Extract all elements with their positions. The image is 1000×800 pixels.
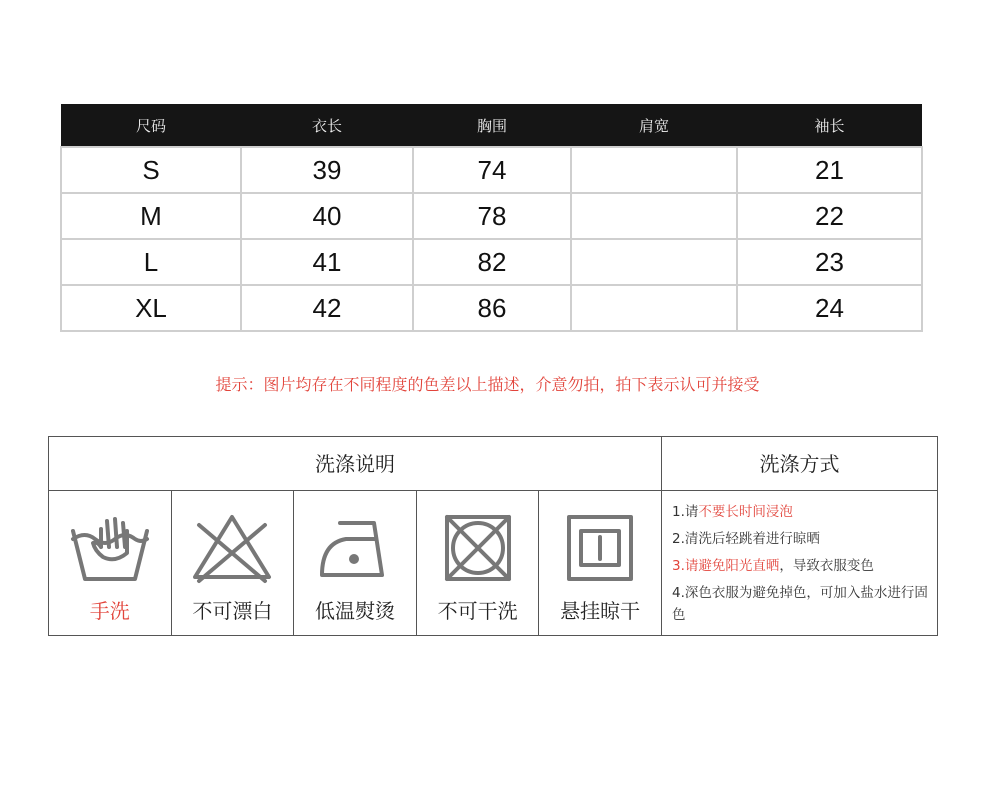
header-shoulder: 肩宽	[571, 104, 737, 147]
cell-shoulder	[571, 285, 737, 331]
hang-dry-icon	[555, 507, 645, 587]
cell-shoulder	[571, 147, 737, 193]
cell-sleeve: 21	[737, 147, 922, 193]
hand-wash-icon	[65, 507, 155, 587]
cell-size: S	[61, 147, 241, 193]
instruction-4: 4.深色衣服为避免掉色，可加入盐水进行固色	[672, 585, 928, 623]
no-bleach-icon	[187, 507, 277, 587]
table-row	[61, 239, 922, 285]
washing-instructions	[662, 491, 937, 635]
cell-size: M	[61, 193, 241, 239]
symbol-label: 不可漂白	[192, 599, 273, 623]
care-symbols	[49, 491, 662, 635]
table-row	[61, 285, 922, 331]
cell-size: L	[61, 239, 241, 285]
no-dry-clean-icon	[433, 507, 523, 587]
symbol-label: 不可干洗	[437, 599, 518, 623]
care-right-title: 洗涤方式	[662, 437, 937, 491]
table-row	[61, 147, 922, 193]
header-chest: 胸围	[413, 104, 571, 147]
symbol-label: 低温熨烫	[314, 599, 395, 623]
instruction-1: 1.请不要长时间浸泡	[672, 504, 793, 520]
low-iron-icon	[310, 507, 400, 587]
cell-sleeve: 23	[737, 239, 922, 285]
header-size: 尺码	[61, 104, 241, 147]
size-table	[60, 104, 923, 332]
symbol-label: 手洗	[89, 599, 130, 623]
cell-shoulder	[571, 239, 737, 285]
cell-shoulder	[571, 193, 737, 239]
cell-length: 41	[241, 239, 413, 285]
care-left-title: 洗涤说明	[49, 437, 662, 491]
header-sleeve: 袖长	[737, 104, 922, 147]
symbol-low-iron	[294, 491, 417, 635]
size-table-header	[61, 104, 922, 147]
symbol-hand-wash	[49, 491, 172, 635]
care-instructions-box	[48, 436, 938, 636]
symbol-hang-dry	[539, 491, 661, 635]
symbol-no-bleach	[172, 491, 295, 635]
cell-chest: 82	[413, 239, 571, 285]
instruction-3: 3.请避免阳光直晒，导致衣服变色	[672, 558, 874, 574]
cell-length: 40	[241, 193, 413, 239]
cell-length: 42	[241, 285, 413, 331]
cell-sleeve: 24	[737, 285, 922, 331]
header-length: 衣长	[241, 104, 413, 147]
color-difference-note: 提示：图片均存在不同程度的色差以上描述，介意勿拍，拍下表示认可并接受	[215, 375, 760, 394]
cell-length: 39	[241, 147, 413, 193]
cell-chest: 78	[413, 193, 571, 239]
cell-size: XL	[61, 285, 241, 331]
symbol-label: 悬挂晾干	[560, 599, 641, 623]
cell-chest: 86	[413, 285, 571, 331]
table-row	[61, 193, 922, 239]
cell-chest: 74	[413, 147, 571, 193]
instruction-2: 2.清洗后轻跳着进行晾晒	[672, 531, 820, 547]
cell-sleeve: 22	[737, 193, 922, 239]
symbol-no-dry-clean	[417, 491, 540, 635]
